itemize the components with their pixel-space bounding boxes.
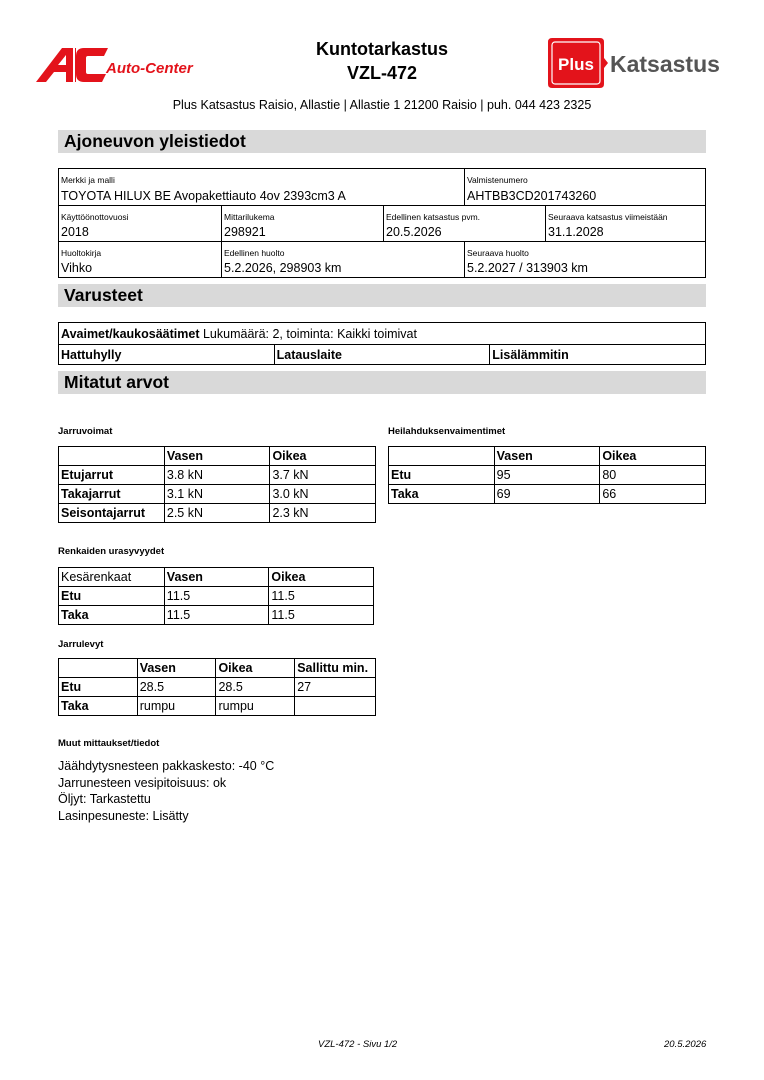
other-line: Lasinpesuneste: Lisätty bbox=[58, 808, 189, 823]
registration-number: VZL-472 bbox=[346, 63, 418, 83]
table-header-row: Kesärenkaat Vasen Oikea bbox=[59, 568, 374, 587]
section-vehicle-info bbox=[58, 130, 706, 153]
section-title: Varusteet bbox=[64, 285, 143, 305]
other-line: Öljyt: Tarkastettu bbox=[58, 792, 151, 806]
logo-right-text: Katsastus bbox=[610, 51, 720, 77]
service-book-cell: Huoltokirja Vihko bbox=[59, 242, 222, 277]
table-header-row: Vasen Oikea Sallittu min. bbox=[59, 659, 376, 678]
table-row: Etu 95 80 bbox=[389, 466, 706, 485]
section-equipment bbox=[58, 284, 706, 307]
keys-label: Avaimet/kaukosäätimet bbox=[61, 326, 200, 341]
section-title: Ajoneuvon yleistiedot bbox=[64, 131, 246, 151]
brakes-label: Jarruvoimat bbox=[58, 426, 113, 437]
plus-katsastus-logo bbox=[548, 38, 728, 88]
discs-table bbox=[58, 658, 376, 716]
table-row: Taka 69 66 bbox=[389, 485, 706, 504]
odometer-cell: Mittarilukema 298921 bbox=[222, 206, 384, 241]
table-row: Taka 11.5 11.5 bbox=[59, 606, 374, 625]
inspection-station-info: Plus Katsastus Raisio, Allastie | Allastie 1 21200 Raisio | puh. 044 423 2325 bbox=[172, 98, 592, 112]
odometer-value: 298921 bbox=[224, 225, 266, 239]
keys-row bbox=[59, 323, 706, 345]
prev-service-value: 5.2.2026, 298903 km bbox=[224, 261, 342, 275]
logo-left-text: Auto-Center bbox=[106, 60, 193, 77]
prev-inspection-cell: Edellinen katsastus pvm. 20.5.2026 bbox=[384, 206, 546, 241]
make-model-cell: Merkki ja malli TOYOTA HILUX BE Avopakettiauto 4ov 2393cm3 A bbox=[59, 169, 465, 205]
prev-inspection-value: 20.5.2026 bbox=[386, 225, 442, 239]
table-row: Takajarrut 3.1 kN 3.0 kN bbox=[59, 485, 376, 504]
next-inspection-value: 31.1.2028 bbox=[548, 225, 604, 239]
table-row: Etu 28.5 28.5 27 bbox=[59, 678, 376, 697]
service-book-value: Vihko bbox=[61, 261, 93, 275]
other-line: Jäähdytysnesteen pakkaskesto: -40 °C bbox=[58, 759, 275, 773]
table-header-row: Vasen Oikea bbox=[389, 447, 706, 466]
table-row: Seisontajarrut 2.5 kN 2.3 kN bbox=[59, 504, 376, 523]
equipment-item: Lisälämmitin bbox=[490, 345, 706, 365]
vehicle-info-grid bbox=[58, 168, 706, 278]
tires-table bbox=[58, 567, 374, 625]
prev-service-cell: Edellinen huolto 5.2.2026, 298903 km bbox=[222, 242, 465, 277]
section-title: Mitatut arvot bbox=[64, 372, 169, 392]
keys-value: Lukumäärä: 2, toiminta: Kaikki toimivat bbox=[202, 326, 417, 341]
equipment-item: Hattuhylly bbox=[59, 345, 275, 365]
table-header-row: Vasen Oikea bbox=[59, 447, 376, 466]
discs-label: Jarrulevyt bbox=[58, 639, 104, 650]
first-use-cell: Käyttöönottovuosi 2018 bbox=[59, 206, 222, 241]
shocks-table bbox=[388, 446, 706, 504]
footer-date: 20.5.2026 bbox=[664, 1039, 707, 1050]
make-model-value: TOYOTA HILUX BE Avopakettiauto 4ov 2393cm3 A bbox=[61, 189, 346, 203]
auto-center-logo bbox=[36, 46, 226, 86]
equipment-item: Latauslaite bbox=[274, 345, 490, 365]
page-number: VZL-472 - Sivu 1/2 bbox=[318, 1039, 398, 1050]
other-label: Muut mittaukset/tiedot bbox=[58, 738, 160, 749]
shocks-label: Heilahduksenvaimentimet bbox=[388, 426, 506, 437]
page-title: Kuntotarkastus bbox=[315, 39, 449, 59]
next-inspection-cell: Seuraava katsastus viimeistään 31.1.2028 bbox=[548, 212, 668, 239]
brakes-table bbox=[58, 446, 376, 523]
logo-right-badge: Plus bbox=[558, 55, 594, 74]
table-row: Etu 11.5 11.5 bbox=[59, 587, 374, 606]
equipment-table bbox=[58, 322, 706, 365]
other-measurements bbox=[58, 758, 274, 824]
vin-value: AHTBB3CD201743260 bbox=[467, 189, 597, 203]
table-row: Etujarrut 3.8 kN 3.7 kN bbox=[59, 466, 376, 485]
first-use-value: 2018 bbox=[61, 225, 89, 239]
other-line: Jarrunesteen vesipitoisuus: ok bbox=[58, 775, 227, 790]
tires-label: Renkaiden urasyvyydet bbox=[58, 546, 165, 557]
vin-cell: Valmistenumero AHTBB3CD201743260 bbox=[467, 175, 597, 203]
next-service-value: 5.2.2027 / 313903 km bbox=[467, 261, 588, 275]
next-service-cell: Seuraava huolto 5.2.2027 / 313903 km bbox=[467, 248, 588, 275]
table-row: Taka rumpu rumpu bbox=[59, 697, 376, 716]
section-measurements bbox=[58, 371, 706, 394]
